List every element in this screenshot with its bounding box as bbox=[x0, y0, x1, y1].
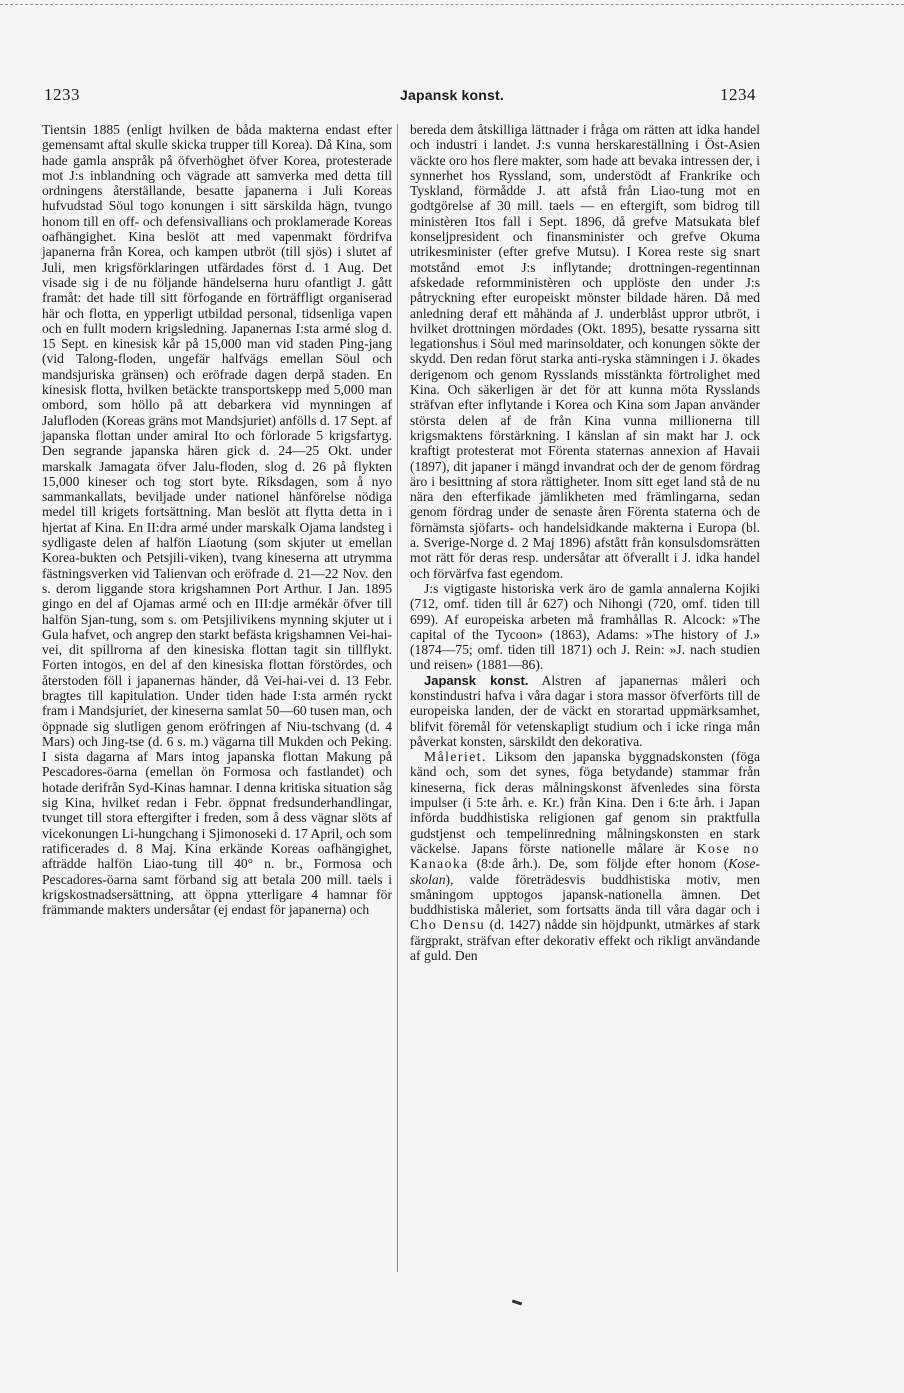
school-name: Kose-skolan bbox=[410, 856, 760, 887]
column-divider bbox=[397, 124, 398, 1272]
ink-mark bbox=[512, 1300, 522, 1306]
entry-headword: Japansk konst. bbox=[424, 672, 529, 688]
right-column bbox=[410, 122, 760, 963]
left-paragraph: Tientsin 1885 (enligt hvilken de båda makterna endast efter gemensamt aftal skulle skicka trupper till Korea). Då Kina, som hade gamla anspråk på öfverhöghet öfver Korea, protesterade mot J:s inblandning och vägrade att samverka med detta till ordningens återställande, besatte japanerna i Juli Koreas hufvudstad Söul togo konungen i sitt särskilda hägn, tvungo honom till en off- och defensivallians och proklamerade Koreas oafhängighet. Kina beslöt att med vapenmakt fördrifva japanerna från Korea, och kampen utbröt (till sjös) i slutet af Juli, men krigsförklaringen utfärdades först d. 1 Aug. Det visade sig i de nu följande händelserna huru ofantligt J. gått framåt: det hade till sitt förfogande en förträffligt organiserad här och flotta, en ypperligt utbildad personal, tidsenliga vapen och en fullt modern krigsledning. Japanernas I:sta armé slog d. 15 Sept. en kinesisk kår på 15,000 man vid staden Ping-jang (vid Talong-floden, ungefär halfvägs emellan Söul och mandsjuriska gränsen) och eröfrade dagen derpå staden. En kinesisk flotta, hvilken betäckte transportskepp med 5,000 man ombord, som höllo på att debarkera vid mynningen af Jalufloden (Koreas gräns mot Mandsjuriet) anfölls d. 17 Sept. af japanska flottan under amiral Ito och förlorade 5 krigsfartyg. Den segrande japanska hären gick d. 24—25 Okt. under marskalk Jamagata öfver Jalu-floden, slog d. 26 på flykten 15,000 kineser och tog stort byte. Riksdagen, som å nyo sammankallats, beviljade under nationel hänförelse nödiga medel till krigets fortsättning. Man beslöt att flytta detta in i hjertat af Kina. En II:dra armé under marskalk Ojama landsteg i sydligaste delen af halfön Liaotung (som skjuter ut emellan Korea-bukten och Petsjili-viken), tvang kineserna att utrymma fästningsverken vid Talienvan och eröfrade d. 21—22 Nov. den s. derom liggande stora krigshamnen Port Arthur. I Jan. 1895 gingo en del af Ojamas armé och en III:dje armékår öfver till halfön Sjan-tung, som s. om Petsjilivikens mynning skjuter ut i Gula hafvet, och angrep den starkt befästa krigshamnen Vei-hai-vei, dit spillrorna af den kinesiska flottan tagit sin tillflykt. Forten intogos, en del af den kinesiska flottan förstördes, och återstoden föll i japanernas händer, då Vei-hai-vei d. 13 Febr. bragtes till kapitulation. Under tiden hade I:sta armén ryckt fram i Mandsjuriet, der kineserna samlat 50—60 tusen man, och öppnade sig slutligen genom eröfringen af Niu-tschvang (d. 4 Mars) och Jing-tse (d. 6 s. m.) vägarna till Mukden och Peking. I sista dagarna af Mars intog japanska flottan Makung på Pescadores-öarna (emellan ön Formosa och fastlandet) och hotade derifrån Syd-Kinas hamnar. I denna kritiska situation såg sig Kina, hvilket redan i Febr. öppnat fredsunderhandlingar, tvunget till stora eftergifter i freden, som å dess vägnar slöts af vicekonungen Li-hungchang i Sjimonoseki d. 17 April, och som ratificerades d. 8 Maj. Kina erkände Koreas oafhängighet, afträdde halfön Liao-tung till 40° n. br., Formosa och Pescadores-öarna samt förband sig att betala 200 mill. taels i krigskostnadsersättning, att öppna ytterligare 4 hamnar för främmande makters undersåtar (ej endast för japanerna) och bbox=[42, 122, 392, 918]
page-number-left: 1233 bbox=[44, 85, 80, 104]
page-number-right: 1234 bbox=[720, 85, 756, 104]
painting-text-c: ), valde företrädesvis buddhistiska motiv, men småningom upptogos japansk-nationella ämnen. Det buddhistiska måleriet, som fortsatts ända till våra dagar och i bbox=[410, 871, 760, 918]
right-paragraph-sources: J:s vigtigaste historiska verk äro de gamla annalerna Kojiki (712, omf. tiden till år 627) och Nihongi (720, omf. tiden till 699). Af europeiska arbeten må framhållas R. Alcock: »The capital of the Tycoon» (1863), Adams: »The history of J.» (1874—75; omf. tiden till 1871) och J. Rein: »J. nach studien und reisen» (1881—86). bbox=[410, 580, 760, 673]
painter-name-kanaoka: Kose no Kanaoka bbox=[410, 840, 761, 872]
painter-name-densu: Cho Densu bbox=[410, 917, 486, 933]
painting-text-a: Liksom den japanska byggnadskonsten (föga känd och, som det synes, föga betydande) stammar från kineserna, fick deras målningskonst äfvenledes sina första impulser (i 5:te årh. e. Kr.) från Kina. Den i 6:te årh. i Japan införda buddhistiska religionen gaf genom sin praktfulla gudstjenst och tempelinredning målningskonsten en stark väckelse. Japans förste nationelle målare är bbox=[410, 749, 760, 856]
entry-text: Alstren af japanernas måleri och konstindustri hafva i våra dagar i stora massor öfverförts till de europeiska landen, der de väckt en storartad uppmärksamhet, blifvit föremål för vetenskapligt studium och i icke ringa mån påverkat konsten, särskildt den dekorativa. bbox=[410, 672, 760, 749]
right-paragraph-art-intro bbox=[410, 673, 760, 749]
right-paragraph-history: bereda dem åtskilliga lättnader i fråga om rätten att idka handel och industri i landet. J:s vunna herskareställning i Öst-Asien väckte oro hos flere makter, som hade att bevaka intressen der, i synnerhet hos Ryssland, som, understödt af Frankrike och Tyskland, förmådde J. att afstå från Liao-tung mot en godtgörelse af 30 mill. taels — en eftergift, som bidrog till ministèren Itos fall i Sept. 1896, då grefve Matsukata blef konseljpresident och finansminister och grefve Okuma utrikesminister (efter grefve Mutsu). I Korea reste sig snart motstånd emot J:s inflytande; drottningen-regentinnan afskedade reformministèren och upplöste den under J:s påtryckning efter europeiskt mönster bildade hären. Då med anledning deraf ett måhända af J. underblåst uppror utbröt, i hvilket drottningen mördades (Okt. 1895), besatte ryssarna sitt legationshus i Söul med marinsoldater, och konungen sökte der skydd. Den redan förut starka anti-ryska stämningen i J. ökades derigenom och genom Rysslands misstänkta förtrolighet med Kina. Och säkerligen är det för att kunna möta Rysslands sträfvan efter inflytande i Korea och Kina som Japan använder största delen af de från Kina vunna millionerna till krigsmaktens förstärkning. I känslan af sin makt har J. ock kraftigt protesterat mot Förenta staternas annexion af Havaii (1897), dit japaner i mängd invandrat och der de genom fördrag äro i besittning af stora rättigheter. Inom sitt eget land stå de nu nära den efterfikade jämlikheten med främlingarna, sedan genom fördrag under de senaste åren Förenta staterna och de förnämsta sjöfarts- och handelsidkande makterna i Europa (bl. a. Sverige-Norge d. 2 Maj 1896) afstått från konsulsdomsrätten mot rätt för deras resp. undersåtar att öfverallt i J. idka handel och förvärfva fast egendom. bbox=[410, 122, 760, 581]
painting-text-b: (8:de årh.). De, som följde efter honom ( bbox=[476, 856, 729, 872]
right-paragraph-painting bbox=[410, 749, 760, 963]
section-lead: Måleriet. bbox=[424, 749, 487, 765]
left-column bbox=[42, 122, 392, 917]
painting-text-d: (d. 1427) nådde sin höjdpunkt, utmärkes af stark färgprakt, sträfvan efter dekorativ effekt och rikligt användande af guld. Den bbox=[410, 917, 761, 964]
scan-top-border bbox=[0, 4, 904, 5]
running-title: Japansk konst. bbox=[400, 87, 504, 103]
page-header bbox=[0, 85, 904, 109]
